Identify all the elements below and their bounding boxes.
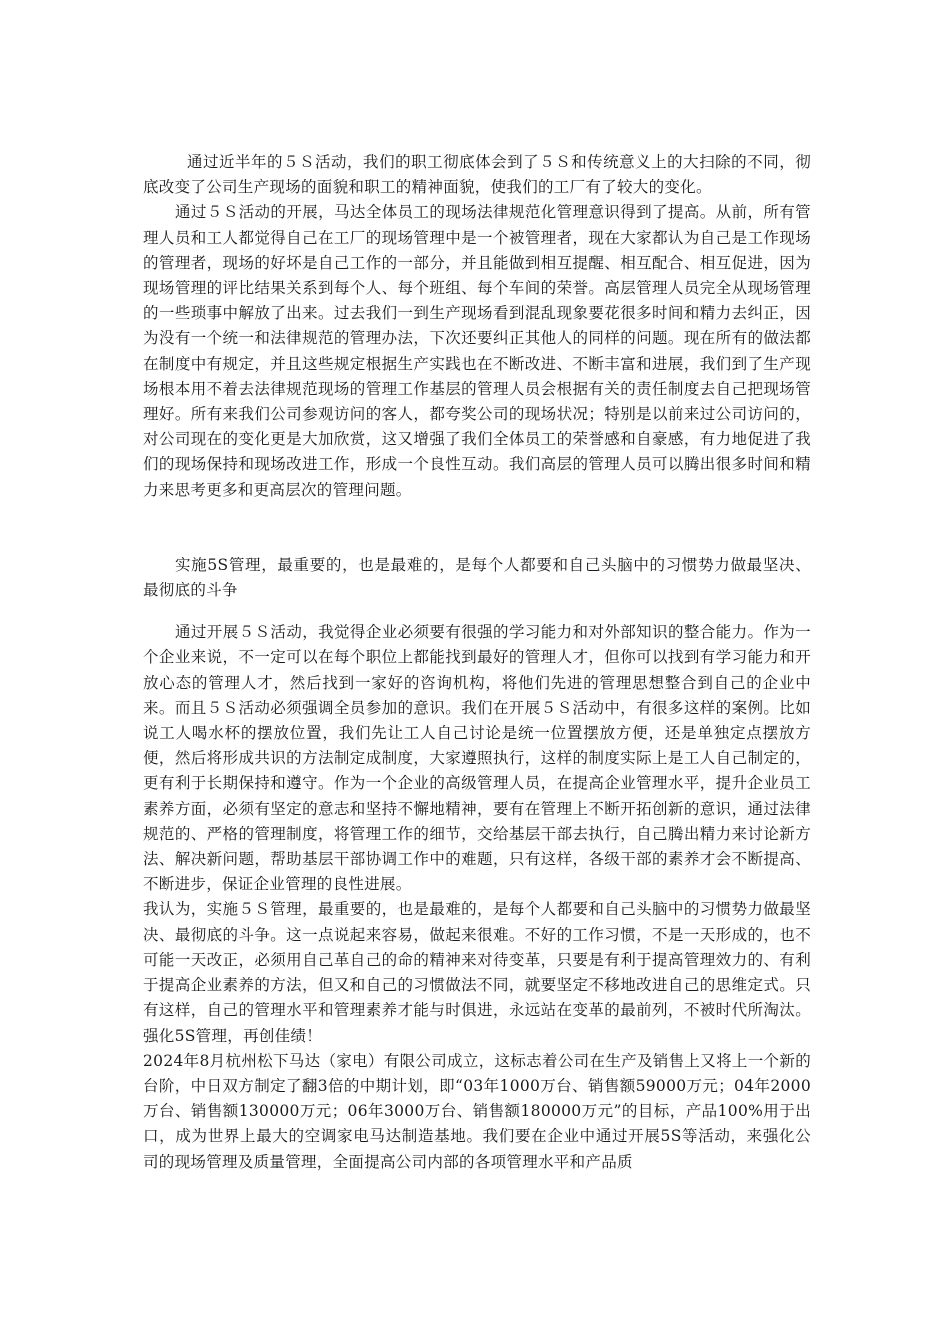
- paragraph-3: 通过开展５Ｓ活动，我觉得企业必须要有很强的学习能力和对外部知识的整合能力。作为一个企业来说，不一定可以在每个职位上都能找到最好的管理人才，但你可以找到有学习能力和开放心态的管理人才，然后找到一家好的咨询机构，将他们先进的管理思想整合到自己的企业中来。而且５Ｓ活动必须强调全员参加的意识。我们在开展５Ｓ活动中，有很多这样的案例。比如说工人喝水杯的摆放位置，我们先让工人自己讨论是统一位置摆放方便，还是单独定点摆放方便，然后将形成共识的方法制定成制度，大家遵照执行，这样的制度实际上是工人自己制定的，更有利于长期保持和遵守。作为一个企业的高级管理人员，在提高企业管理水平，提升企业员工素养方面，必须有坚定的意志和坚持不懈地精神，要有在管理上不断开拓创新的意识，通过法律规范的、严格的管理制度，将管理工作的细节，交给基层干部去执行，自己腾出精力来讨论新方法、解决新问题，帮助基层干部协调工作中的难题，只有这样，各级干部的素养才会不断提高、不断进步，保证企业管理的良性进展。: [143, 623, 811, 894]
- paragraph-5: 2024年8月杭州松下马达（家电）有限公司成立，这标志着公司在生产及销售上又将上一个新的台阶，中日双方制定了翻3倍的中期计划，即“03年1000万台、销售额59000万元；04年2000万台、销售额130000万元；06年3000万台、销售额180000万元”的目标，产品100%用于出口，成为世界上最大的空调家电马达制造基地。我们要在企业中通过开展5S等活动，来强化公司的现场管理及质量管理，全面提高公司内部的各项管理水平和产品质: [143, 1051, 811, 1171]
- section-spacer: [143, 503, 811, 553]
- paragraph-2: 通过５Ｓ活动的开展，马达全体员工的现场法律规范化管理意识得到了提高。从前，所有管理人员和工人都觉得自己在工厂的现场管理中是一个被管理者，现在大家都认为自己是工作现场的管理者，现场的好坏是自己工作的一部分，并且能做到相互提醒、相互配合、相互促进，因为现场管理的评比结果关系到每个人、每个班组、每个车间的荣誉。高层管理人员完全从现场管理的一些琐事中解放了出来。过去我们一到生产现场看到混乱现象要花很多时间和精力去纠正，因为没有一个统一和法律规范的管理办法，下次还要纠正其他人的同样的问题。现在所有的做法都在制度中有规定，并且这些规定根据生产实践也在不断改进、不断丰富和进展，我们到了生产现场根本用不着去法律规范现场的管理工作基层的管理人员会根据有关的责任制度去自己把现场管理好。所有来我们公司参观访问的客人，都夸奖公司的现场状况；特别是以前来过公司访问的，对公司现在的变化更是大加欣赏，这又增强了我们全体员工的荣誉感和自豪感，有力地促进了我们的现场保持和现场改进工作，形成一个良性互动。我们高层的管理人员可以腾出很多时间和精力来思考更多和更高层次的管理问题。: [143, 203, 811, 499]
- paragraph-1: 通过近半年的５Ｓ活动，我们的职工彻底体会到了５Ｓ和传统意义上的大扫除的不同，彻底改变了公司生产现场的面貌和职工的精神面貌，使我们的工厂有了较大的变化。: [143, 153, 811, 197]
- paragraph-spacer: [143, 603, 811, 620]
- document-body: [143, 150, 811, 1175]
- section-heading-paragraph: 实施5S管理，最重要的，也是最难的，是每个人都要和自己头脑中的习惯势力做最坚决、最彻底的斗争: [143, 555, 811, 600]
- paragraph-4: 我认为，实施５Ｓ管理，最重要的，也是最难的，是每个人都要和自己头脑中的习惯势力做最坚决、最彻底的斗争。这一点说起来容易，做起来很难。不好的工作习惯，不是一天形成的，也不可能一天改正，必须用自己革自己的命的精神来对待变革，只要是有利于提高管理效力的、有利于提高企业素养的方法，但又和自己的习惯做法不同，就要坚定不移地改进自己的思维定式。只有这样，自己的管理水平和管理素养才能与时俱进，永远站在变革的最前列，不被时代所淘汰。 强化5S管理，再创佳绩！: [143, 900, 811, 1045]
